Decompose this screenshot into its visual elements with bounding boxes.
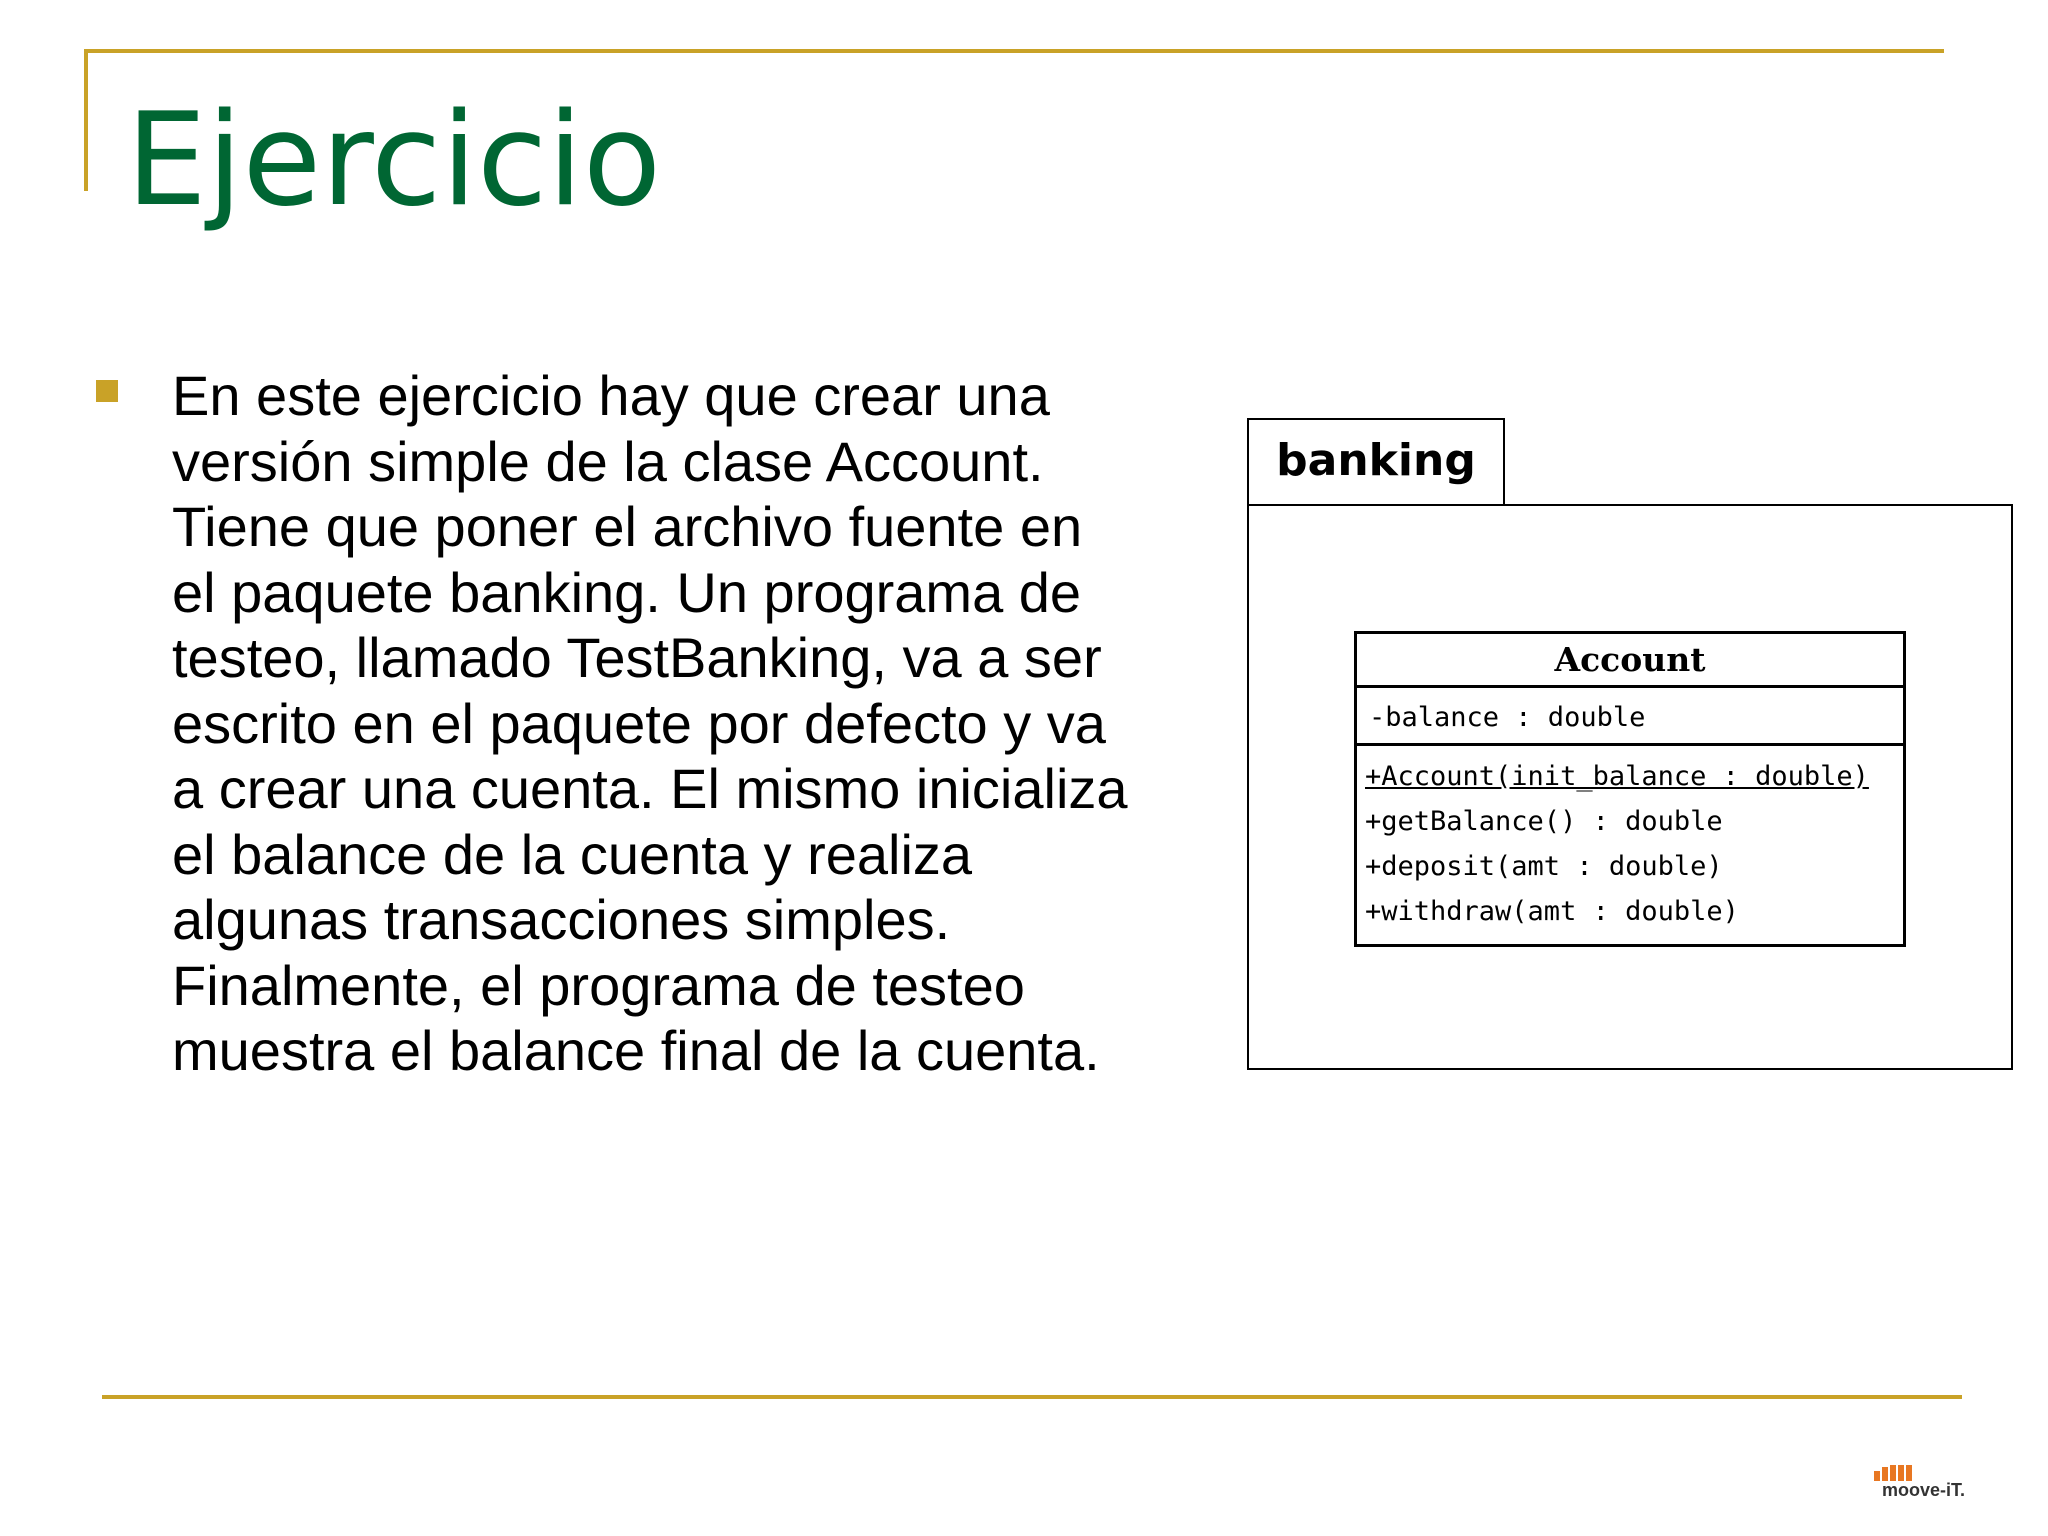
body-line: En este ejercicio hay que crear una — [172, 364, 1050, 427]
logo — [1870, 1462, 1970, 1508]
body-line: el paquete banking. Un programa de — [172, 560, 1082, 624]
bottom-rule — [102, 1395, 1962, 1399]
top-rule — [84, 49, 1944, 53]
logo-text: moove-iT. — [1882, 1480, 1966, 1500]
body-line: algunas transacciones simples. — [172, 888, 951, 951]
body-line: a crear una cuenta. El mismo inicializa — [172, 757, 1128, 820]
left-rule — [84, 49, 88, 191]
body-line: escrito en el paquete por defecto y va — [172, 691, 1106, 755]
class-name: Account — [1357, 634, 1903, 688]
operation: +deposit(amt : double) — [1365, 851, 1723, 882]
package-name: banking — [1276, 435, 1476, 486]
body-line: Finalmente, el programa de testeo — [172, 953, 1025, 1017]
body-line: el balance de la cuenta y realiza — [172, 822, 973, 886]
body-line: muestra el balance final de la cuenta. — [172, 1019, 1100, 1082]
operation: +withdraw(amt : double) — [1365, 896, 1739, 927]
body-line: versión simple de la clase Account. — [172, 429, 1044, 493]
package-tab — [1247, 418, 1505, 504]
bullet-marker — [96, 380, 118, 402]
body-line: Tiene que poner el archivo fuente en — [172, 495, 1083, 558]
operation-constructor: +Account(init_balance : double) — [1365, 761, 1869, 792]
body-paragraph — [172, 363, 1212, 1084]
body-line: testeo, llamado TestBanking, va a ser — [172, 626, 1102, 689]
attributes-section — [1357, 688, 1903, 746]
class-box — [1354, 631, 1906, 947]
operation: +getBalance() : double — [1365, 806, 1723, 837]
logo-bars-icon — [1874, 1462, 1914, 1480]
attribute: -balance : double — [1369, 702, 1646, 733]
operations-section — [1357, 746, 1903, 934]
slide-title: Ejercicio — [126, 86, 662, 235]
